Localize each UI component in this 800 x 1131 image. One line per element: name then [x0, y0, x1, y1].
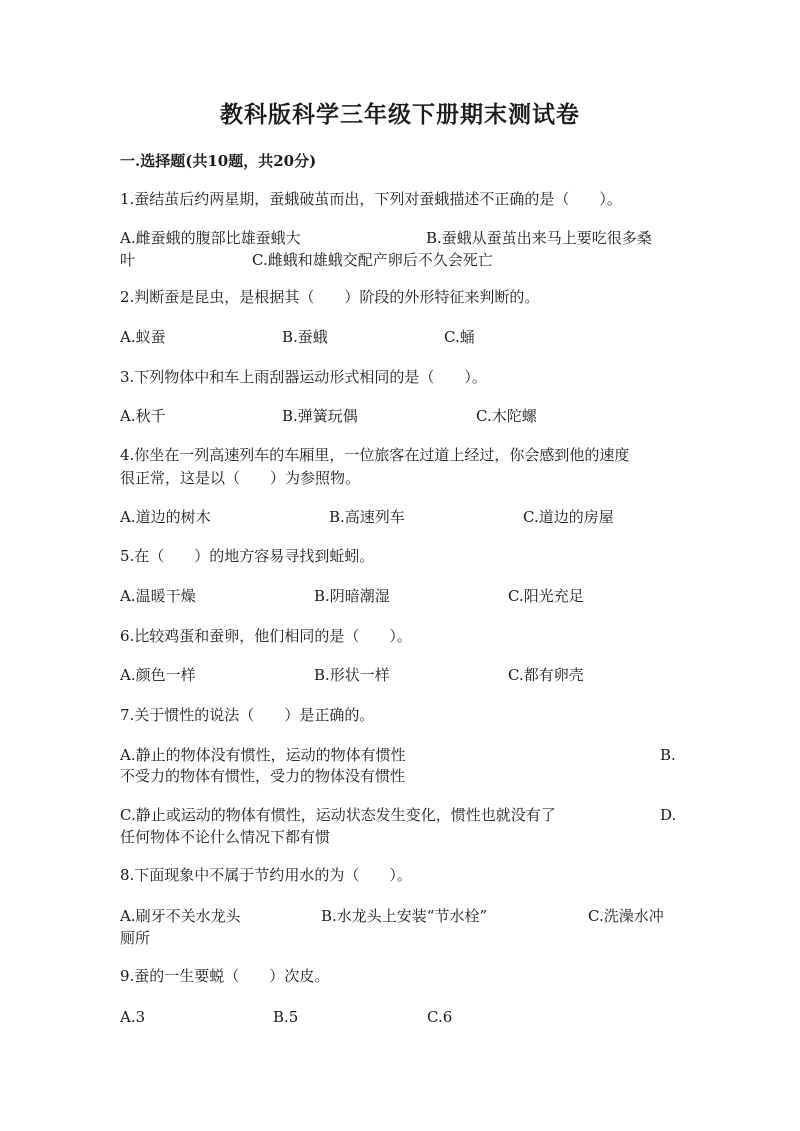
question-2-options — [120, 326, 676, 348]
option-a: A.静止的物体没有惯性，运动的物体有惯性 — [120, 746, 406, 764]
question-8-options — [120, 905, 676, 927]
question-4-line-2: 很正常，这是以（ ）为参照物。 — [120, 469, 361, 487]
option-d-text: 任何物体不论什么情况下都有惯 — [120, 828, 331, 846]
option-a: A.温暖干燥 — [120, 587, 196, 605]
question-6-options — [120, 664, 676, 686]
question-7-options-row-2 — [120, 804, 676, 826]
page-title: 教科版科学三年级下册期末测试卷 — [220, 101, 580, 128]
option-c: C.道边的房屋 — [523, 508, 614, 526]
option-c: C.雌蛾和雄蛾交配产卵后不久会死亡 — [252, 251, 493, 269]
option-a: A.秋千 — [120, 407, 166, 425]
question-9-options — [120, 1006, 676, 1028]
option-c: C.静止或运动的物体有惯性，运动状态发生变化，惯性也就没有了 — [120, 806, 556, 824]
question-3-options — [120, 405, 676, 427]
question-8: 8.下面现象中不属于节约用水的为（ ）。 — [120, 866, 412, 884]
option-a: A.道边的树木 — [120, 508, 211, 526]
question-1-options-cont — [120, 249, 676, 271]
option-a: A.雌蚕蛾的腹部比雄蚕蛾大 — [120, 229, 301, 247]
option-d-label: D. — [660, 806, 677, 824]
question-4-options — [120, 506, 676, 528]
question-3: 3.下列物体中和车上雨刮器运动形式相同的是（ ）。 — [120, 368, 487, 386]
option-c: C.木陀螺 — [476, 407, 537, 425]
option-b-label: B. — [660, 746, 676, 764]
question-4-line-1: 4.你坐在一列高速列车的车厢里，一位旅客在过道上经过，你会感到他的速度 — [120, 446, 630, 464]
option-b: B.水龙头上安装“节水栓” — [321, 907, 488, 925]
option-c: C.6 — [427, 1008, 453, 1026]
option-a: A.刷牙不关水龙头 — [120, 907, 241, 925]
option-b: B.5 — [273, 1008, 299, 1026]
question-2: 2.判断蚕是昆虫，是根据其（ ）阶段的外形特征来判断的。 — [120, 288, 540, 306]
option-b-text: 不受力的物体有惯性，受力的物体没有惯性 — [120, 767, 406, 785]
question-9: 9.蚕的一生要蜕（ ）次皮。 — [120, 967, 330, 985]
option-b-continued: 叶 — [120, 251, 136, 269]
option-a: A.蚁蚕 — [120, 328, 166, 346]
option-c: C.阳光充足 — [508, 587, 584, 605]
option-c-continued: 厕所 — [120, 929, 151, 947]
option-c: C.洗澡水冲 — [588, 907, 664, 925]
section-heading: 一.选择题(共10题，共20分) — [120, 152, 317, 170]
question-7-options-row-1 — [120, 744, 676, 766]
option-b: B.弹簧玩偶 — [282, 407, 358, 425]
question-1-options — [120, 227, 676, 249]
question-7: 7.关于惯性的说法（ ）是正确的。 — [120, 706, 375, 724]
option-a: A.颜色一样 — [120, 666, 196, 684]
question-1: 1.蚕结茧后约两星期，蚕蛾破茧而出，下列对蚕蛾描述不正确的是（ ）。 — [120, 190, 622, 208]
option-b: B.阴暗潮湿 — [314, 587, 390, 605]
question-5-options — [120, 585, 676, 607]
option-b: B.蚕蛾从蚕茧出来马上要吃很多桑 — [426, 229, 652, 247]
option-a: A.3 — [120, 1008, 146, 1026]
question-5: 5.在（ ）的地方容易寻找到蚯蚓。 — [120, 547, 375, 565]
option-b: B.高速列车 — [329, 508, 405, 526]
option-c: C.都有卵壳 — [508, 666, 584, 684]
option-b: B.形状一样 — [314, 666, 390, 684]
option-c: C.蛹 — [444, 328, 475, 346]
option-b: B.蚕蛾 — [282, 328, 328, 346]
question-6: 6.比较鸡蛋和蚕卵，他们相同的是（ ）。 — [120, 627, 412, 645]
